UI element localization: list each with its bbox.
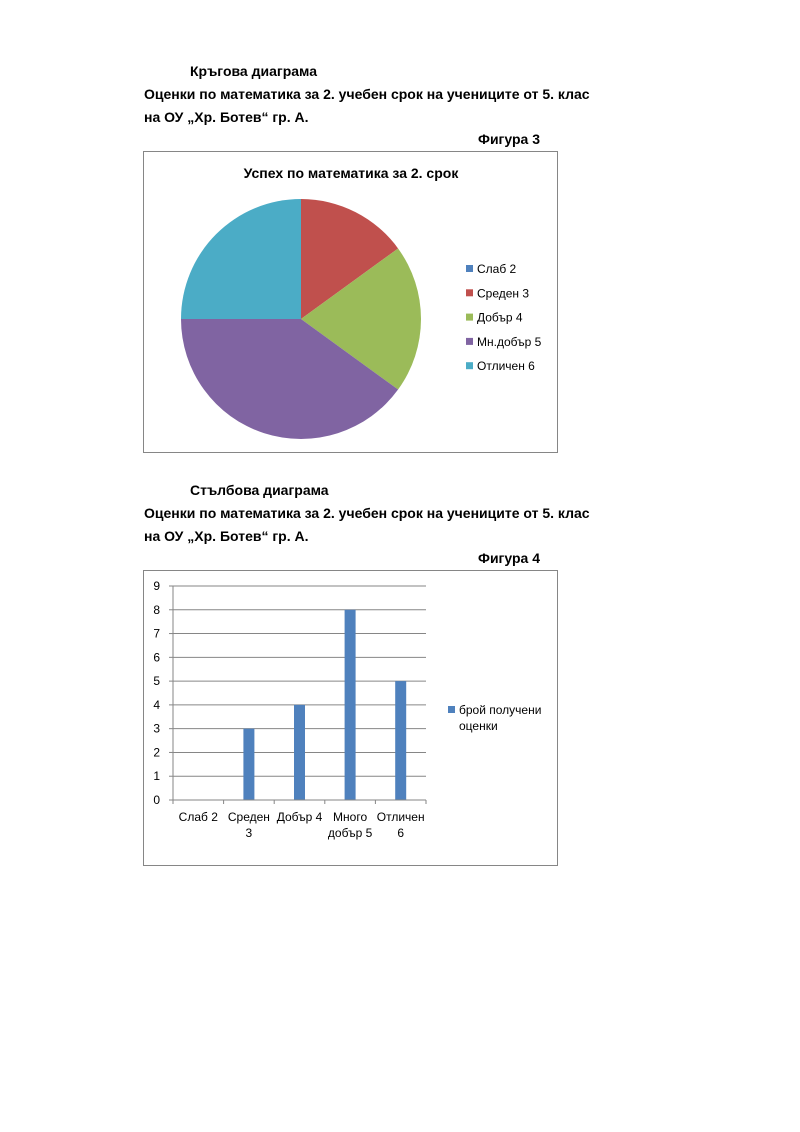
bar [243, 729, 254, 800]
pie-legend-swatch [466, 314, 473, 321]
pie-chart-title: Успех по математика за 2. срок [243, 165, 459, 181]
x-tick-label: Среден 3 [227, 810, 270, 840]
bar-description-line2: на ОУ „Хр. Ботев“ гр. А. [144, 528, 309, 544]
bar-chart-frame [143, 570, 558, 866]
bar [294, 705, 305, 800]
pie-legend-label: Слаб 2 [477, 262, 517, 276]
pie-heading: Кръгова диаграма [190, 63, 318, 79]
y-tick-label: 9 [153, 579, 160, 593]
pie-legend-label: Отличен 6 [477, 359, 535, 374]
pie-legend-swatch [466, 338, 473, 345]
x-tick-label: Добър 4 [276, 810, 323, 824]
y-tick-label: 5 [153, 674, 160, 689]
pie-legend-swatch [466, 289, 473, 296]
pie-legend-label: Среден 3 [477, 286, 530, 301]
pie-description-line1: Оценки по математика за 2. учебен срок на учениците от 5. клас [144, 86, 590, 102]
bar-legend-label: брой получени оценки [459, 703, 542, 733]
pie-chart-frame [143, 151, 558, 453]
bar-legend-swatch [448, 706, 455, 713]
bar-description-line1: Оценки по математика за 2. учебен срок на учениците от 5. клас [144, 505, 590, 521]
pie-legend-swatch [466, 265, 473, 272]
y-tick-label: 1 [153, 769, 160, 784]
pie-slice [181, 199, 301, 319]
pie-figure-label: Фигура 3 [478, 131, 541, 147]
y-tick-label: 7 [153, 626, 160, 641]
pie-legend-label: Мн.добър 5 [477, 334, 542, 349]
y-tick-label: 8 [153, 602, 160, 617]
bar [345, 610, 356, 800]
y-tick-label: 0 [153, 793, 160, 807]
bar-heading: Стълбова диаграма [190, 482, 329, 498]
y-tick-label: 6 [153, 650, 160, 665]
x-tick-label: Слаб 2 [178, 810, 218, 824]
y-tick-label: 4 [153, 697, 160, 712]
x-tick-label: Много добър 5 [327, 810, 373, 840]
bar-figure-label: Фигура 4 [478, 550, 541, 566]
pie-legend-label: Добър 4 [477, 310, 523, 325]
x-tick-label: Отличен 6 [376, 810, 425, 840]
y-tick-label: 3 [153, 721, 160, 736]
y-tick-label: 2 [153, 745, 160, 760]
pie-description-line2: на ОУ „Хр. Ботев“ гр. А. [144, 109, 309, 125]
pie-legend-swatch [466, 362, 473, 369]
pie-chart [144, 152, 557, 452]
bar-chart [144, 571, 557, 865]
bar [395, 681, 406, 800]
